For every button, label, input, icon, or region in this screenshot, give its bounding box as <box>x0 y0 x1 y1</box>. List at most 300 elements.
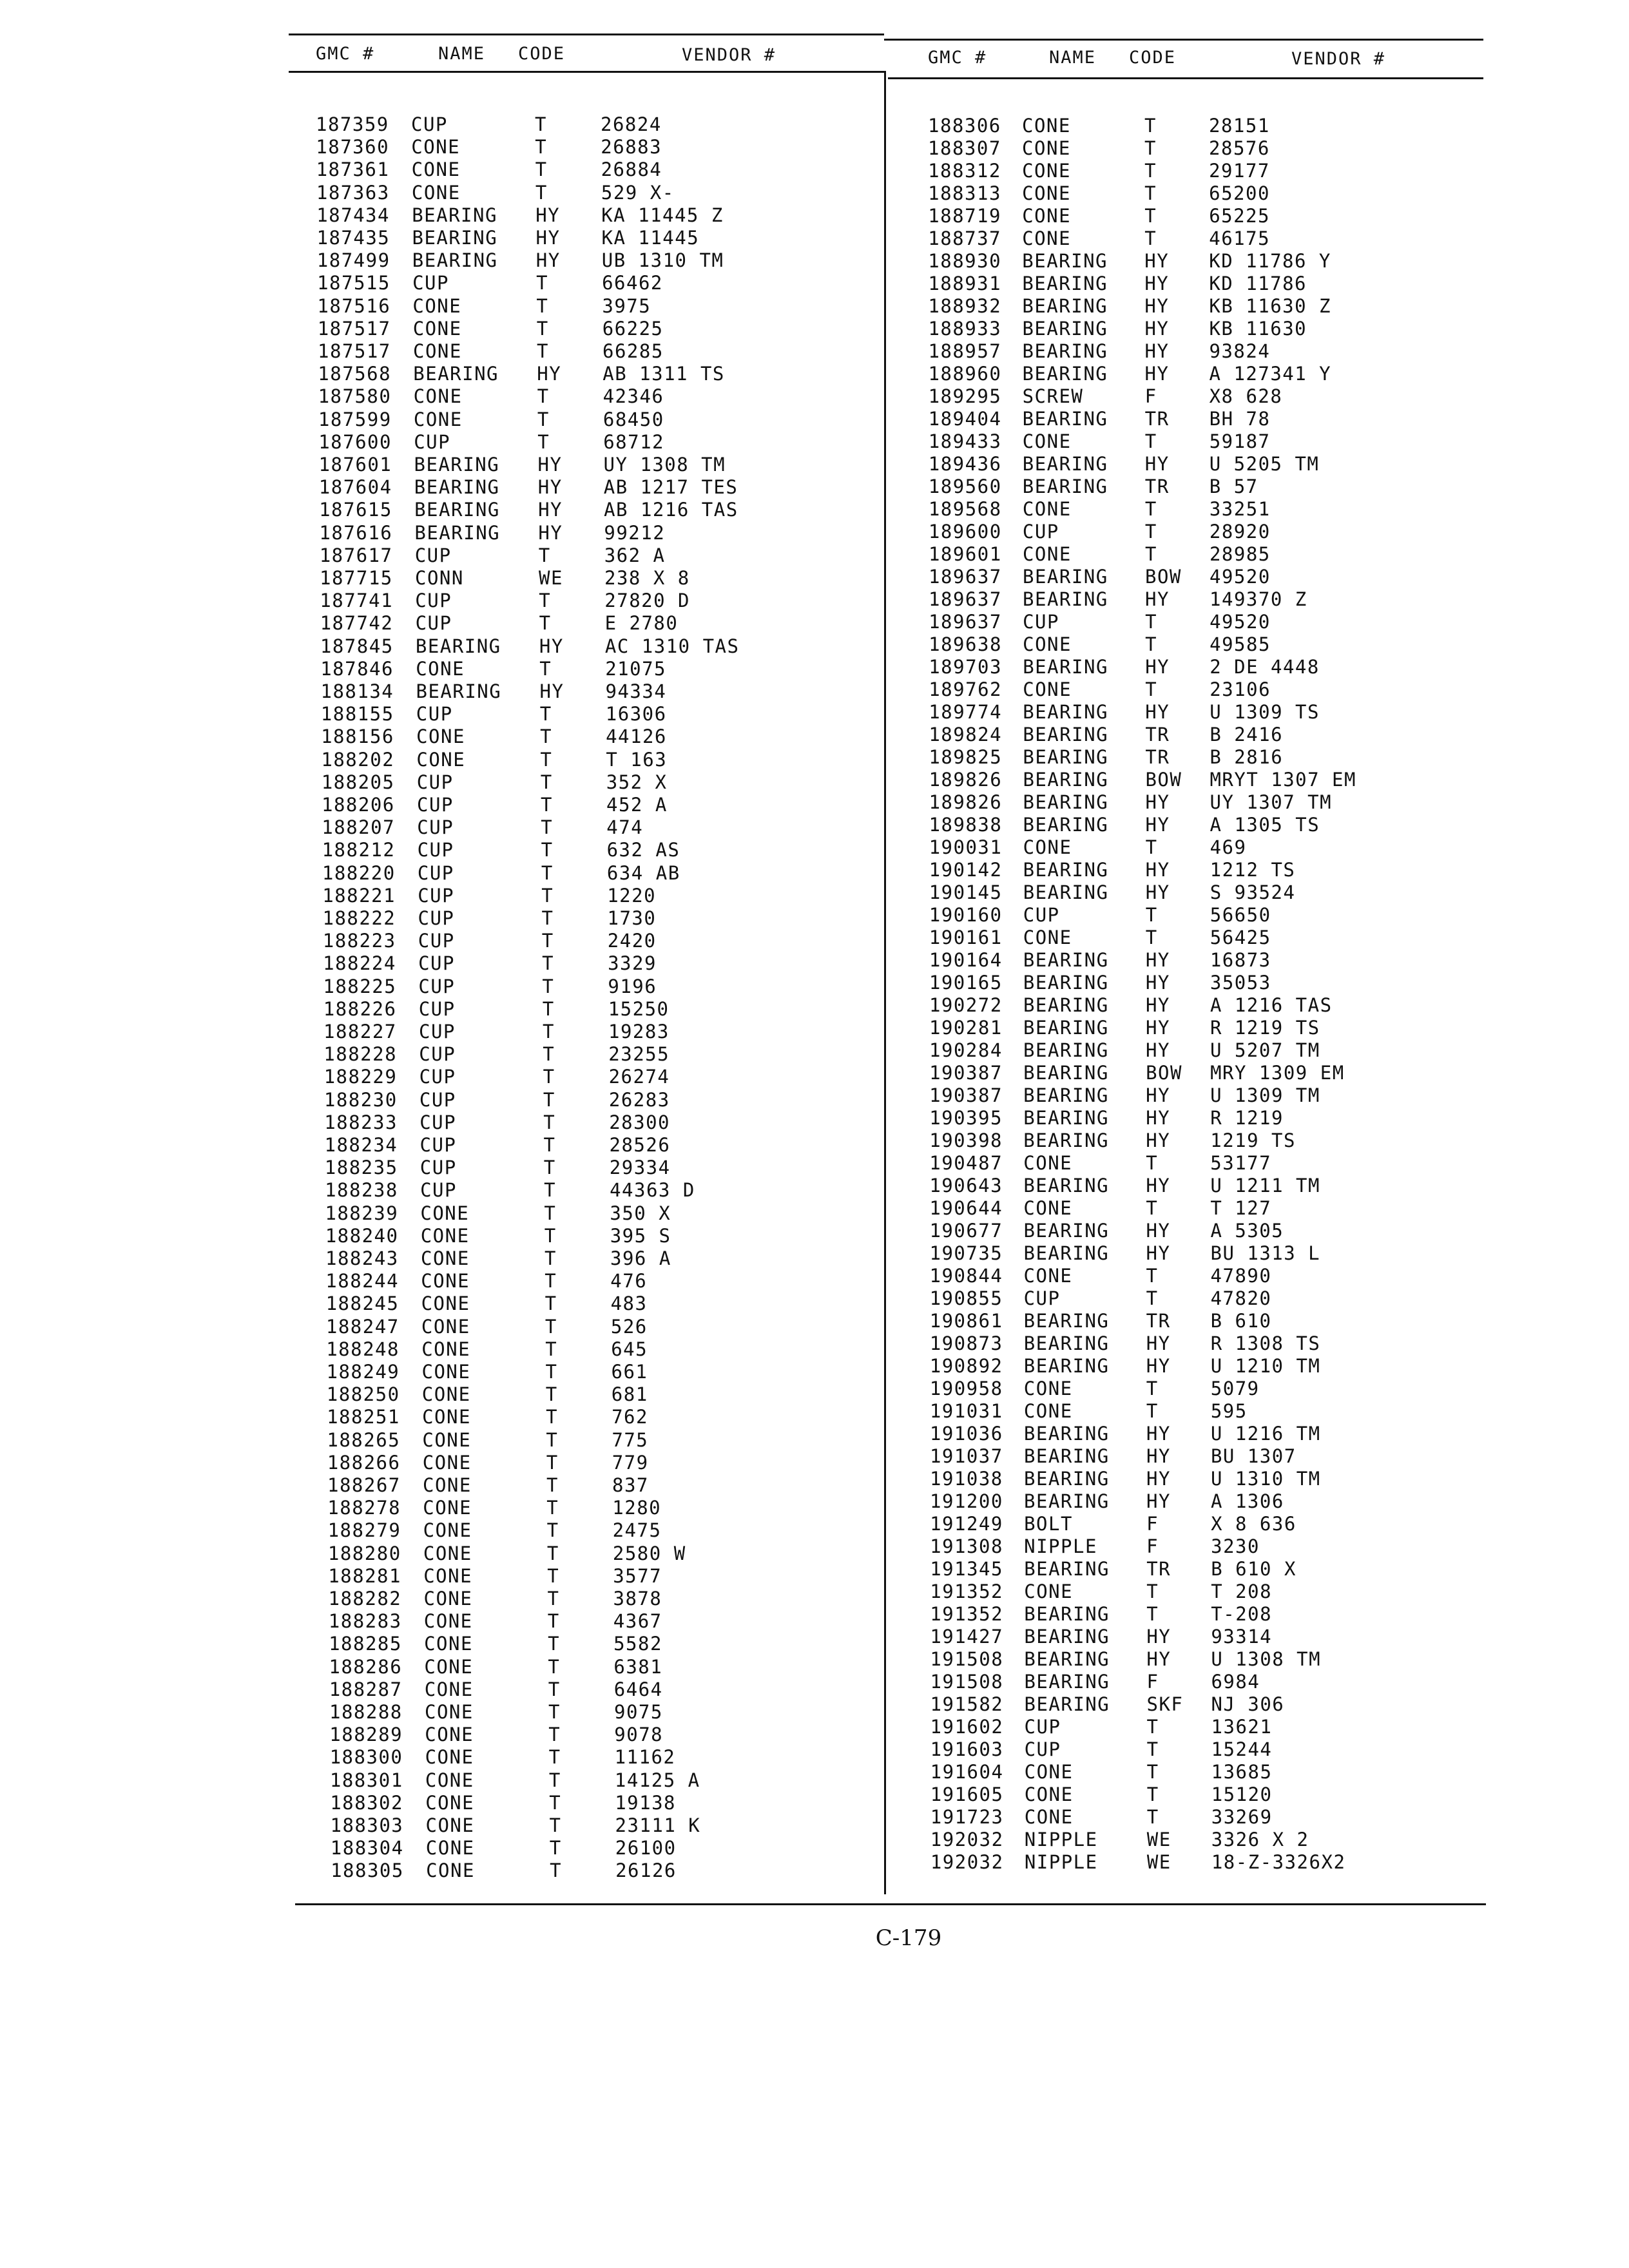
cell-code: T <box>548 1769 561 1791</box>
cell-gmc: 187515 <box>317 272 390 294</box>
cell-gmc: 188206 <box>322 794 395 816</box>
cell-gmc: 188960 <box>928 363 1002 385</box>
cell-gmc: 188279 <box>327 1519 401 1542</box>
cell-gmc: 190165 <box>929 972 1003 994</box>
cell-code: HY <box>1145 656 1170 678</box>
cell-code: T <box>545 1293 557 1315</box>
cell-gmc: 188238 <box>325 1179 398 1202</box>
cell-gmc: 188247 <box>325 1315 400 1338</box>
cell-code: T <box>537 340 549 362</box>
cell-name: CUP <box>418 975 456 997</box>
cell-vendor: 26883 <box>601 136 662 159</box>
cell-vendor: R 1219 <box>1210 1107 1284 1129</box>
cell-vendor: 3577 <box>613 1564 662 1587</box>
cell-name: CONE <box>421 1293 470 1315</box>
cell-gmc: 187435 <box>316 227 390 249</box>
cell-name: CONE <box>425 1837 475 1860</box>
cell-name: CONE <box>1023 836 1072 858</box>
cell-code: T <box>548 1701 561 1723</box>
header-rule-left <box>289 71 884 73</box>
cell-name: CUP <box>417 816 454 839</box>
cell-code: T <box>538 544 551 566</box>
cell-vendor: A 5305 <box>1210 1220 1284 1242</box>
cell-gmc: 187742 <box>320 612 394 635</box>
cell-code: TR <box>1146 1310 1171 1332</box>
cell-code: T <box>546 1406 559 1428</box>
cell-code: T <box>1146 1287 1159 1309</box>
cell-code: HY <box>539 635 564 657</box>
cell-gmc: 189600 <box>928 521 1002 543</box>
cell-gmc: 188226 <box>323 997 397 1020</box>
cell-code: HY <box>1146 1220 1171 1242</box>
cell-code: T <box>540 726 553 748</box>
cell-gmc: 191249 <box>930 1513 1003 1535</box>
cell-vendor: 15120 <box>1211 1783 1273 1805</box>
cell-gmc: 191508 <box>930 1671 1004 1693</box>
cell-code: T <box>543 1066 555 1088</box>
cell-code: HY <box>1146 1445 1171 1467</box>
cell-vendor: 16306 <box>605 703 667 726</box>
cell-name: BEARING <box>1022 408 1108 430</box>
cell-gmc: 188229 <box>323 1066 398 1088</box>
cell-gmc: 189433 <box>928 430 1002 452</box>
cell-name: CONE <box>423 1610 473 1633</box>
cell-gmc: 189295 <box>928 385 1002 407</box>
cell-gmc: 190677 <box>929 1220 1003 1242</box>
cell-vendor: R 1308 TS <box>1210 1332 1321 1354</box>
cell-name: CONE <box>425 1746 474 1769</box>
cell-vendor: BU 1313 L <box>1210 1242 1321 1264</box>
left-header-code: CODE <box>518 44 566 64</box>
cell-name: BEARING <box>1023 1242 1110 1264</box>
cell-gmc: 187363 <box>316 181 390 204</box>
cell-vendor: KD 11786 <box>1209 273 1307 294</box>
cell-code: T <box>537 408 550 430</box>
cell-gmc: 188300 <box>329 1746 403 1769</box>
cell-gmc: 188281 <box>328 1564 401 1587</box>
cell-code: T <box>548 1724 561 1746</box>
cell-name: CUP <box>417 794 454 816</box>
cell-code: HY <box>1146 1017 1170 1039</box>
cell-code: HY <box>1146 1423 1171 1445</box>
right-header-code: CODE <box>1129 48 1177 68</box>
cell-name: BEARING <box>1023 1062 1109 1084</box>
cell-code: HY <box>1146 1129 1171 1151</box>
cell-code: T <box>545 1383 558 1406</box>
cell-vendor: 1219 TS <box>1210 1129 1296 1151</box>
cell-vendor: 65225 <box>1209 205 1270 227</box>
cell-vendor: 29334 <box>609 1157 671 1179</box>
cell-vendor: 469 <box>1210 836 1247 858</box>
cell-code: HY <box>1145 994 1170 1016</box>
cell-code: T <box>545 1338 558 1360</box>
cell-name: CONE <box>421 1361 471 1383</box>
cell-code: T <box>1144 543 1157 565</box>
cell-code: HY <box>1146 1107 1171 1129</box>
cell-code: TR <box>1145 724 1170 745</box>
cell-gmc: 189774 <box>929 701 1003 723</box>
cell-vendor: 28300 <box>609 1111 670 1133</box>
cell-name: CONE <box>1022 543 1072 565</box>
cell-vendor: 483 <box>610 1293 648 1315</box>
cell-code: F <box>1144 385 1157 407</box>
cell-name: CUP <box>1024 1716 1061 1738</box>
cell-gmc: 188287 <box>329 1678 403 1700</box>
cell-vendor: U 1216 TM <box>1210 1423 1321 1445</box>
cell-vendor: B 2816 <box>1210 746 1284 768</box>
cell-name: BEARING <box>414 454 500 476</box>
cell-code: HY <box>1144 363 1170 385</box>
cell-vendor: 33251 <box>1209 498 1271 520</box>
cell-name: CUP <box>418 997 456 1020</box>
cell-vendor: A 1306 <box>1211 1490 1284 1512</box>
cell-code: HY <box>538 521 563 544</box>
cell-vendor: UB 1310 TM <box>601 249 724 272</box>
cell-vendor: 3975 <box>602 294 651 317</box>
cell-vendor: B 2416 <box>1210 724 1284 745</box>
bottom-rule <box>295 1903 1486 1905</box>
cell-code: T <box>547 1564 560 1587</box>
cell-name: CONE <box>422 1406 471 1428</box>
cell-name: BEARING <box>1023 972 1109 994</box>
cell-vendor: 2 DE 4448 <box>1210 656 1320 678</box>
cell-gmc: 187601 <box>318 454 392 476</box>
cell-vendor: 1220 <box>607 884 657 907</box>
cell-name: BEARING <box>1022 476 1108 497</box>
right-header-gmc: GMC # <box>928 48 987 68</box>
cell-name: BEARING <box>1023 1129 1109 1151</box>
cell-code: HY <box>1144 250 1170 272</box>
cell-code: T <box>539 612 552 635</box>
cell-name: BEARING <box>1024 1626 1110 1648</box>
cell-name: CONE <box>1024 1806 1074 1828</box>
cell-gmc: 191345 <box>930 1558 1003 1580</box>
cell-code: T <box>543 1043 555 1066</box>
cell-vendor: 3326 X 2 <box>1211 1829 1309 1850</box>
cell-name: CONE <box>423 1497 472 1519</box>
cell-code: SKF <box>1146 1693 1184 1715</box>
cell-name: BEARING <box>1023 881 1109 903</box>
cell-gmc: 187517 <box>317 317 391 340</box>
cell-gmc: 187741 <box>320 590 394 612</box>
cell-gmc: 190892 <box>929 1355 1003 1377</box>
cell-code: T <box>1144 521 1157 543</box>
cell-name: BEARING <box>1024 1648 1110 1670</box>
cell-code: T <box>550 1860 563 1882</box>
cell-gmc: 188227 <box>323 1021 397 1043</box>
cell-code: HY <box>1146 1355 1171 1377</box>
cell-name: BEARING <box>1023 1355 1110 1377</box>
cell-gmc: 189703 <box>929 656 1002 678</box>
cell-vendor: S 93524 <box>1210 881 1296 903</box>
cell-vendor: 35053 <box>1210 972 1271 994</box>
cell-name: CUP <box>418 884 455 907</box>
cell-vendor: 44126 <box>606 726 667 748</box>
cell-gmc: 191037 <box>929 1445 1003 1467</box>
cell-gmc: 189568 <box>928 498 1002 520</box>
cell-gmc: 192032 <box>930 1851 1004 1873</box>
cell-vendor: 19283 <box>608 1021 670 1043</box>
cell-name: CONE <box>425 1769 474 1791</box>
cell-code: T <box>549 1837 562 1860</box>
left-header-gmc: GMC # <box>316 44 375 64</box>
cell-code: T <box>1146 1761 1159 1783</box>
cell-code: HY <box>1146 1039 1170 1061</box>
cell-vendor: U 5207 TM <box>1210 1039 1320 1061</box>
cell-gmc: 190644 <box>929 1197 1003 1219</box>
cell-name: BEARING <box>1023 701 1109 723</box>
cell-code: F <box>1146 1671 1159 1693</box>
cell-gmc: 188205 <box>321 771 395 793</box>
cell-code: T <box>1146 1738 1159 1760</box>
cell-vendor: 26824 <box>601 113 662 135</box>
cell-gmc: 188930 <box>928 250 1002 272</box>
cell-gmc: 188207 <box>322 816 396 839</box>
cell-code: T <box>1146 1265 1159 1287</box>
left-header-name: NAME <box>438 44 486 64</box>
cell-code: HY <box>535 249 561 272</box>
cell-gmc: 191723 <box>930 1806 1004 1828</box>
cell-gmc: 191308 <box>930 1535 1003 1557</box>
cell-name: CONE <box>413 385 463 408</box>
cell-vendor: AC 1310 TAS <box>604 635 740 657</box>
cell-code: HY <box>1146 1175 1171 1196</box>
cell-name: CONE <box>1022 137 1071 159</box>
cell-vendor: 362 A <box>604 544 666 566</box>
cell-vendor: 149370 Z <box>1210 588 1307 610</box>
cell-vendor: U 1308 TM <box>1211 1648 1322 1670</box>
cell-gmc: 188286 <box>329 1655 403 1678</box>
cell-vendor: UY 1307 TM <box>1210 791 1333 813</box>
cell-name: BEARING <box>1023 814 1109 836</box>
cell-code: T <box>545 1247 557 1269</box>
cell-vendor: 4367 <box>613 1610 662 1633</box>
cell-vendor: R 1219 TS <box>1210 1017 1320 1039</box>
cell-vendor: 15250 <box>608 997 670 1020</box>
left-header-vendor: VENDOR # <box>682 45 776 65</box>
cell-vendor: 46175 <box>1209 227 1271 249</box>
cell-name: CONN <box>415 567 464 589</box>
cell-vendor: T 208 <box>1211 1581 1273 1602</box>
cell-gmc: 189825 <box>929 746 1003 768</box>
cell-vendor: 47890 <box>1210 1265 1272 1287</box>
cell-vendor: 3230 <box>1211 1535 1260 1557</box>
cell-name: CONE <box>421 1315 470 1338</box>
cell-gmc: 191603 <box>930 1738 1004 1760</box>
cell-gmc: 187617 <box>319 544 393 566</box>
cell-name: CUP <box>414 430 451 453</box>
cell-name: BEARING <box>1023 859 1109 881</box>
cell-vendor: 6464 <box>613 1678 663 1700</box>
cell-vendor: 645 <box>611 1338 648 1360</box>
cell-name: BEARING <box>1022 453 1108 475</box>
cell-name: CUP <box>416 771 454 793</box>
cell-gmc: 188283 <box>328 1610 402 1633</box>
cell-code: T <box>545 1361 558 1383</box>
cell-name: CUP <box>1023 611 1059 633</box>
cell-code: T <box>1144 115 1157 137</box>
cell-code: T <box>1144 137 1157 159</box>
cell-gmc: 188222 <box>322 907 396 929</box>
cell-vendor: 526 <box>610 1315 648 1338</box>
cell-name: CONE <box>412 317 462 340</box>
cell-gmc: 188278 <box>327 1497 401 1519</box>
cell-name: CONE <box>424 1633 473 1655</box>
cell-code: T <box>548 1678 561 1700</box>
cell-name: CONE <box>421 1383 471 1406</box>
cell-code: HY <box>537 363 562 385</box>
cell-name: BEARING <box>1024 1693 1110 1715</box>
cell-name: CUP <box>418 952 455 975</box>
cell-gmc: 188249 <box>326 1361 400 1383</box>
cell-gmc: 189826 <box>929 791 1003 813</box>
cell-gmc: 189404 <box>928 408 1002 430</box>
cell-vendor: 26100 <box>615 1837 677 1860</box>
cell-name: CONE <box>412 294 462 317</box>
cell-vendor: 352 X <box>606 771 668 793</box>
cell-vendor: 49520 <box>1210 611 1271 633</box>
cell-vendor: 5582 <box>613 1633 662 1655</box>
cell-gmc: 189560 <box>928 476 1002 497</box>
cell-code: T <box>549 1814 562 1836</box>
cell-code: T <box>1144 182 1157 204</box>
cell-gmc: 188225 <box>323 975 397 997</box>
cell-code: T <box>1144 498 1157 520</box>
cell-vendor: A 1216 TAS <box>1210 994 1333 1016</box>
cell-vendor: 5079 <box>1210 1378 1260 1399</box>
cell-vendor: 452 A <box>606 794 668 816</box>
cell-name: CONE <box>411 159 461 181</box>
cell-gmc: 187604 <box>318 476 392 499</box>
cell-name: BEARING <box>1022 340 1108 362</box>
cell-vendor: 26274 <box>608 1066 670 1088</box>
cell-vendor: 66225 <box>602 317 664 340</box>
cell-name: CONE <box>1023 1378 1073 1399</box>
cell-code: T <box>1146 1716 1159 1738</box>
cell-name: CONE <box>1023 1152 1073 1174</box>
cell-code: T <box>1144 205 1157 227</box>
cell-name: BEARING <box>1023 1107 1109 1129</box>
cell-gmc: 188307 <box>928 137 1001 159</box>
cell-name: CUP <box>415 590 452 612</box>
cell-code: T <box>546 1428 559 1451</box>
cell-code: T <box>1146 1400 1159 1422</box>
cell-gmc: 187359 <box>316 113 389 135</box>
cell-name: CUP <box>418 930 455 952</box>
cell-gmc: 188224 <box>323 952 396 975</box>
cell-code: T <box>536 272 549 294</box>
right-header-vendor: VENDOR # <box>1291 49 1386 69</box>
cell-name: BEARING <box>414 476 500 499</box>
cell-gmc: 191605 <box>930 1783 1004 1805</box>
cell-name: CONE <box>416 748 466 771</box>
cell-gmc: 189436 <box>928 453 1002 475</box>
cell-code: BOW <box>1145 566 1182 588</box>
cell-gmc: 190031 <box>929 836 1003 858</box>
cell-code: T <box>537 430 550 453</box>
cell-vendor: U 5205 TM <box>1209 453 1320 475</box>
cell-vendor: E 2780 <box>604 612 679 635</box>
cell-name: NIPPLE <box>1024 1851 1098 1873</box>
cell-gmc: 188304 <box>330 1837 404 1860</box>
cell-gmc: 191604 <box>930 1761 1004 1783</box>
cell-vendor: 29177 <box>1209 160 1270 182</box>
cell-gmc: 189762 <box>929 678 1003 700</box>
cell-vendor: 66285 <box>602 340 664 362</box>
cell-vendor: A 127341 Y <box>1209 363 1332 385</box>
cell-vendor: 28920 <box>1209 521 1271 543</box>
cell-code: TR <box>1146 1558 1171 1580</box>
cell-gmc: 190861 <box>929 1310 1003 1332</box>
cell-name: CONE <box>1022 182 1071 204</box>
cell-gmc: 188248 <box>326 1338 400 1360</box>
cell-vendor: 238 X 8 <box>604 567 690 589</box>
cell-code: T <box>542 997 555 1020</box>
cell-name: BEARING <box>1023 994 1109 1016</box>
cell-name: CONE <box>416 726 465 748</box>
cell-name: CONE <box>1023 1400 1073 1422</box>
cell-vendor: 2420 <box>607 930 657 952</box>
cell-gmc: 187580 <box>318 385 392 408</box>
cell-gmc: 191602 <box>930 1716 1004 1738</box>
cell-gmc: 190855 <box>929 1287 1003 1309</box>
cell-code: T <box>544 1202 557 1224</box>
cell-code: T <box>535 136 548 159</box>
cell-vendor: 632 AS <box>606 839 680 861</box>
cell-name: CONE <box>425 1814 475 1836</box>
cell-vendor: 65200 <box>1209 182 1270 204</box>
cell-vendor: KB 11630 <box>1209 318 1307 340</box>
cell-vendor: 9075 <box>614 1701 663 1723</box>
cell-code: T <box>543 1021 555 1043</box>
cell-name: BEARING <box>1023 588 1108 610</box>
cell-gmc: 189638 <box>929 633 1002 655</box>
cell-name: CONE <box>1022 498 1072 520</box>
cell-vendor: A 1305 TS <box>1210 814 1320 836</box>
cell-gmc: 191352 <box>930 1603 1004 1625</box>
cell-vendor: 28526 <box>609 1134 671 1156</box>
cell-vendor: KD 11786 Y <box>1209 250 1331 272</box>
cell-name: CONE <box>1022 227 1072 249</box>
cell-code: HY <box>1144 273 1170 294</box>
cell-gmc: 188737 <box>928 227 1002 249</box>
cell-vendor: BH 78 <box>1209 408 1271 430</box>
cell-vendor: 33269 <box>1211 1806 1273 1828</box>
cell-code: HY <box>1145 814 1170 836</box>
cell-vendor: 68450 <box>602 408 664 430</box>
cell-name: CONE <box>425 1701 474 1723</box>
cell-name: BEARING <box>414 521 501 544</box>
cell-gmc: 188221 <box>322 884 396 907</box>
cell-gmc: 188282 <box>328 1588 402 1610</box>
cell-gmc: 188212 <box>322 839 396 861</box>
cell-gmc: 188289 <box>329 1724 403 1746</box>
page-number: C-179 <box>875 1925 942 1951</box>
cell-code: HY <box>1145 859 1170 881</box>
cell-name: CUP <box>417 861 454 884</box>
cell-name: CUP <box>1024 1738 1061 1760</box>
cell-vendor: 396 A <box>610 1247 671 1269</box>
cell-vendor: 59187 <box>1209 430 1271 452</box>
cell-vendor: U 1211 TM <box>1210 1175 1320 1196</box>
cell-gmc: 190873 <box>929 1332 1003 1354</box>
cell-vendor: 28576 <box>1209 137 1270 159</box>
cell-code: TR <box>1144 408 1170 430</box>
cell-gmc: 188250 <box>326 1383 400 1406</box>
cell-vendor: 47820 <box>1210 1287 1272 1309</box>
cell-gmc: 187360 <box>316 136 390 159</box>
cell-vendor: U 1210 TM <box>1210 1355 1321 1377</box>
